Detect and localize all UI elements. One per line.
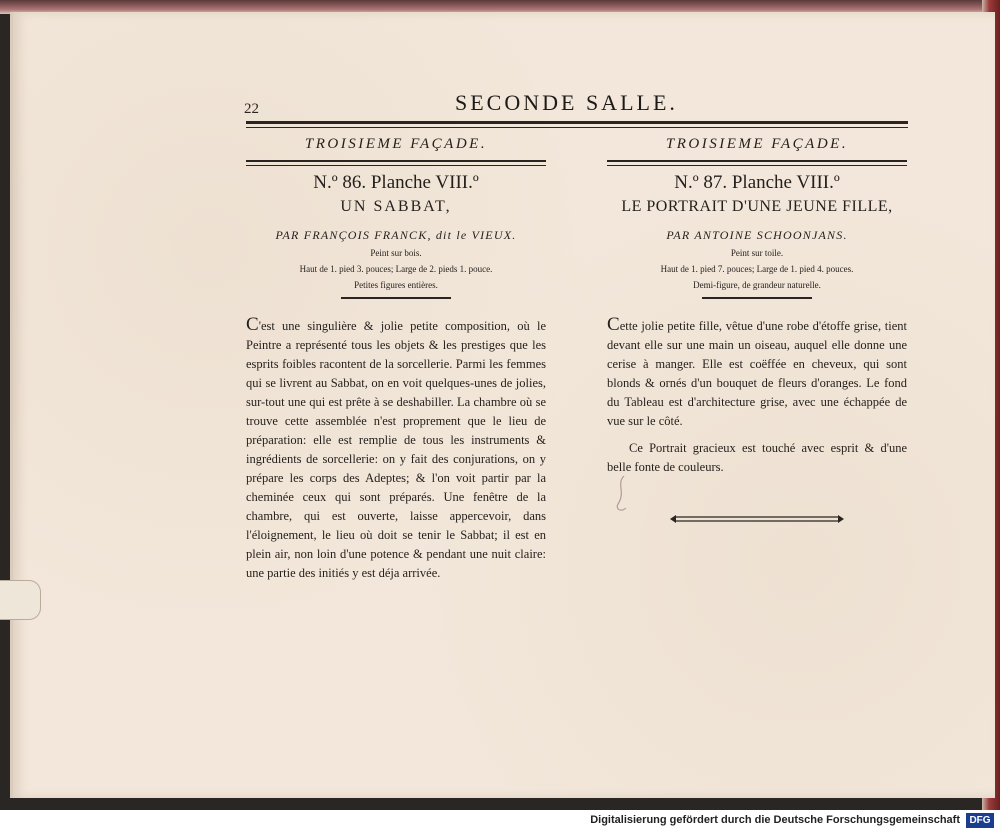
spec-figures: Petites figures entières. [354,280,438,290]
work-title: LE PORTRAIT D'UNE JEUNE FILLE, [621,198,893,215]
spec-dimensions: Haut de 1. pied 3. pouces; Large de 2. pieds 1. pouce. [299,264,493,274]
facade-heading: TROISIEME FAÇADE. [304,136,488,152]
footer-credit: Digitalisierung gefördert durch die Deutsche Forschungsgemeinschaft [590,814,960,826]
facade-rule [607,160,907,166]
ornament-divider [668,514,846,524]
artist-line: PAR ANTOINE SCHOONJANS. [666,228,848,242]
description-paragraph [607,315,907,431]
description-paragraph-2: Ce Portrait gracieux est touché avec esprit & d'une belle fonte de couleurs. [607,441,907,474]
facade-heading: TROISIEME FAÇADE. [665,136,849,152]
dfg-logo: DFG [966,813,994,828]
drop-cap: C [246,314,259,335]
left-column [246,132,546,583]
spec-medium: Peint sur bois. [370,248,422,258]
spec-medium: Peint sur toile. [730,248,784,258]
header-double-rule-top [246,121,908,124]
description-text: ette jolie petite fille, vêtue d'une robe d'étoffe grise, tient devant elle sur une main un oiseau, auquel elle donne une cerise à manger. Elle est coëffée en cheveux, qui sont blonds & ornés d'un bouquet de fleurs d'oranges. Le fond du Tableau est d'architecture grise, avec une échappée de vue sur le côté. [607,319,907,428]
page-number: 22 [244,101,259,117]
running-title: SECONDE SALLE. [455,90,678,115]
header-double-rule-bottom [246,127,908,128]
right-column [607,132,907,477]
plate-heading: N.º 87. Planche VIII.º [674,172,840,193]
short-rule [341,297,451,299]
description-paragraph [246,315,546,583]
ink-mark [612,474,634,514]
drop-cap: C [607,314,620,335]
short-rule [702,297,812,299]
spec-dimensions: Haut de 1. pied 7. pouces; Large de 1. pied 4. pouces. [660,264,854,274]
plate-heading: N.º 86. Planche VIII.º [313,172,479,193]
page-tab-marker [0,580,41,620]
facade-rule [246,160,546,166]
work-title: UN SABBAT, [340,198,452,215]
description-text: 'est une singulière & jolie petite composition, où le Peintre a représenté tous les objets & les prestiges que les esprits foibles racontent de la sorcellerie. Parmi les femmes qui se livrent au Sabbat, on en voit quelques-unes de jolies, sur-tout une qui est prête à se deshabiller. La chambre où se trouve cette assemblée n'est proprement que le lieu de préparation: elle est remplie de tous les instruments & ingrédients de sorcellerie: on y fait des conjurations, on y prépare les corps des Adeptes; & l'on voit partir par la cheminée ceux qui sont préparés. Une fenêtre de la chambre, qui est ouverte, laisse appercevoir, dans l'éloignement, le lieu où doit se tenir le Sabbat; il est en plein air, non loin d'une potence & pendant une nuit claire: une partie des initiés y est déja arrivée. [246,319,546,580]
artist-line: PAR FRANÇOIS FRANCK, dit le VIEUX. [275,228,517,242]
spec-figures: Demi-figure, de grandeur naturelle. [693,280,821,290]
